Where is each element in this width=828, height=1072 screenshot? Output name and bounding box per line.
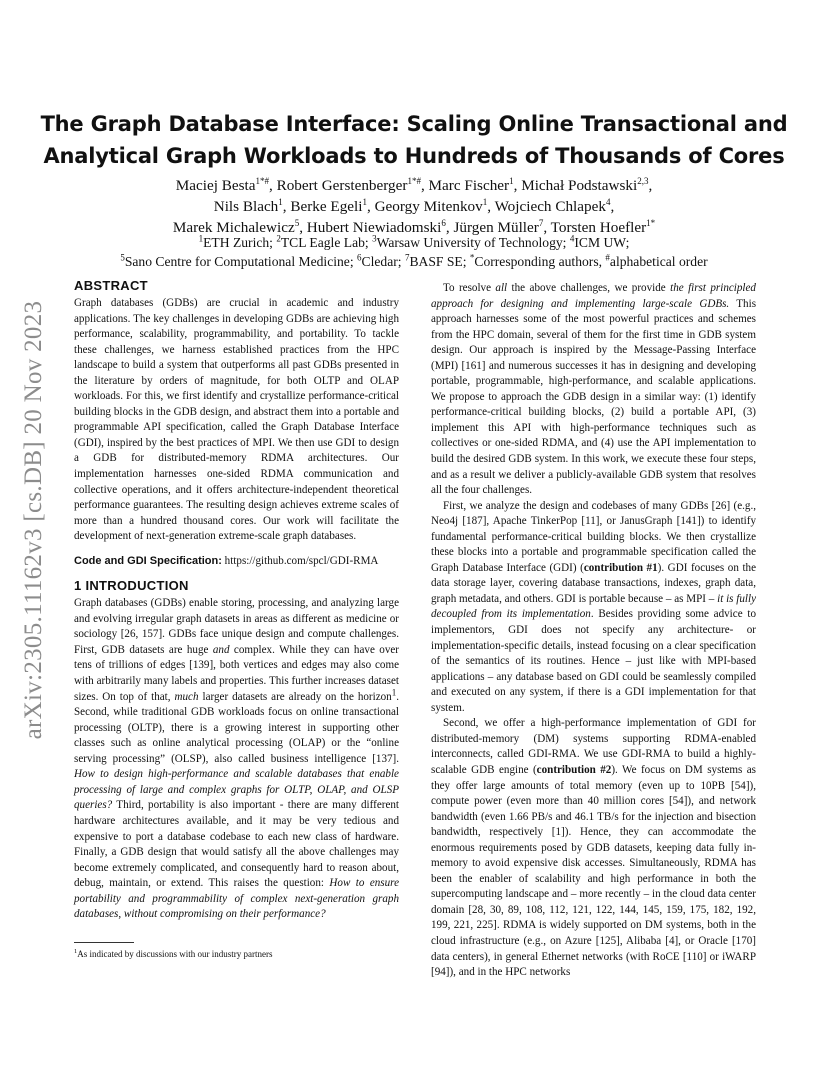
arxiv-identifier: arXiv:2305.11162v3 [cs.DB] 20 Nov 2023 [20,300,47,740]
paragraph: Second, we offer a high-performance implementation of GDI for distributed-memory (DM) systems supporting RDMA-enabled interconnects, called GDI-RMA. We use GDI-RMA to build a highly-scalable GDB engine (contribution #2). We focus on DM systems as they offer large amounts of total memory (even up to 10PB [54]), compute power (even more than 40 million cores [54]), and network bandwidth (even 1.66 PB/s and 46.1 TB/s for the injection and bisection bandwidth, respectively [1]). Hence, they can accommodate the enormous requirements posed by GDB datasets, keeping data fully in-memory to avoid expensive disk accesses. Simultaneously, RDMA has been the enabler of scalability and high performance in both the supercomputing landscape and – more recently – in the cloud data center domain [28, 30, 89, 108, 112, 121, 122, 144, 145, 159, 175, 182, 192, 199, 221, 225]. RDMA is widely supported on DM systems, both in the cloud infrastructure (e.g., on Azure [125], Alibaba [4], or Oracle [170] data centers), in general Ethernet networks (with RoCE [110] or iWARP [94]), and in the HPC networks [431,717,756,979]
author: Jürgen Müller$^7$ [453,217,544,236]
right-column [431,281,756,981]
code-spec-url[interactable]: https://github.com/spcl/GDI-RMA [221,554,379,567]
author: Torsten Hoefler$^{1*}$ [550,217,656,236]
paper-title: The Graph Database Interface: Scaling Online Transactional and Analytical Graph Workloads to Hundreds of Thousands of Cores [40,112,788,168]
paragraph: To resolve all the above challenges, we provide the first principled approach for designing and implementing large-scale GDBs. This approach harnesses some of the most powerful practices and schemes from the HPC domain, several of them for the first time in GDB system design. Our approach is inspired by the Message-Passing Interface (MPI) [161] and numerous successes it has in designing and developing portable, programmable, high-performance, and scalable applications. We propose to approach the GDB design in a similar way: (1) identify performance-critical building blocks, (2) build a portable API, (3) implement this API with high-performance techniques such as collectives or one-sided RDMA, and (4) use the API implementation to build the desired GDB system. In this work, we execute these four steps, and as a result we deliver a publicly-available GDB system that resolves all the four challenges. [431,282,757,497]
author-list: Maciej Besta$^{1*\#}$, Robert Gerstenberger$^{1*\#}$, Marc Fischer$^1$, Michał Podstawski$^{2,3}$, Nils Blach$^1$, Berke Egeli$^1$, Georgy Mitenkov$^1$, Wojciech Chlapek$^4$, Marek Michalewicz$^5$, Hubert Niewiadomski$^6$, Jürgen Müller$^7$, Torsten Hoefler$^{1*}$ [172,175,656,236]
code-spec-label: Code and GDI Specification: [74,554,222,567]
author: Marc Fischer$^1$ [428,175,514,194]
intro-paragraph: Graph databases (GDBs) enable storing, processing, and analyzing large and evolving irregular graph datasets in areas as different as medicine or sociology [26, 157]. GDBs face unique design and compute challenges. First, GDB datasets are huge and complex. While they can have over tens of trillions of edges [139], both vertices and edges may also come with arbitrarily many labels and properties. This further increases dataset sizes. On top of that, much larger datasets are already on the horizon$^1$. Second, while traditional GDB workloads focus on online transactional processing (OLTP), there is a growing interest in supporting other classes such as online analytical processing (OLAP) or the “online serving processing” (OLSP), also called business intelligence [137]. How to design high-performance and scalable databases that enable processing of large and complex graphs for OLTP, OLAP, and OLSP queries? Third, portability is also important - there are many different hardware architectures available, and it may be very tedious and expensive to port a database codebase to each new class of hardware. Finally, a GDB design that would satisfy all the above challenges may become extremely complicated, and consequently hard to reason about, debug, maintain, or extend. This raises the question: How to ensure portability and programmability of complex next-generation graph databases, without compromising on their performance? [74,597,399,921]
affiliations: $^1$ETH Zurich; $^2$TCL Eagle Lab; $^3$Warsaw University of Technology; $^4$ICM UW; $^5$Sano Centre for Computational Medicine; $^6$Cledar; $^7$BASF SE; *Corresponding authors, #alphabetical order [120,233,708,269]
paragraph: First, we analyze the design and codebases of many GDBs [26] (e.g., Neo4j [187], Apache TinkerPop [11], or JanusGraph [141]) to identify fundamental performance-critical building blocks. We then crystallize these blocks into a portable and programmable specification called the Graph Database Interface (GDI) (contribution #1). GDI focuses on the data storage layer, covering database transactions, indexes, graph data, graph metadata, and others. GDI is portable because – as MPI – it is fully decoupled from its implementation. Besides providing some advice to implementors, GDI does not specify any architecture- or implementation-specific details, instead focusing on a clear specification of the semantics of its routines. Hence – just like with MPI-based applications – any database based on GDI could be seamlessly compiled and executed on any system, if there is a GDI implementation for that system. [431,499,757,714]
footnote: $^1$As indicated by discussions with our industry partners [74,948,273,959]
author: Robert Gerstenberger$^{1*\#}$ [276,175,421,194]
author: Wojciech Chlapek$^4$ [494,196,611,215]
code-spec-line [74,554,399,570]
abstract-text: Graph databases (GDBs) are crucial in academic and industry applications. The key challenges in developing GDBs are achieving high performance, scalability, programmability, and portability. To tackle these challenges, we harness established practices from the HPC landscape to build a system that outperforms all past GDBs presented in the literature by orders of magnitude, for both OLTP and OLAP workloads. For this, we first identify and crystallize performance-critical building blocks in the GDB design, and abstract them into a portable and programmable API specification, called the Graph Database Interface (GDI), inspired by the best practices of MPI. We then use GDI to design a GDB for distributed-memory RDMA architectures. Our implementation harnesses one-sided RDMA communication and collective operations, and it offers architecture-independent theoretical performance guarantees. The resulting design achieves extreme scales of more than a hundred thousand cores. Our work will facilitate the development of next-generation extreme-scale graph databases. [74,297,399,543]
abstract-heading: ABSTRACT [74,278,148,293]
footnote-marker: 1 [391,686,397,697]
author: Hubert Niewiadomski$^6$ [306,217,446,236]
left-column [74,278,399,923]
author: Berke Egeli$^1$ [290,196,367,215]
author: Nils Blach$^1$ [213,196,283,215]
author: Maciej Besta$^{1*\#}$ [175,175,269,194]
footnote-divider [74,942,134,943]
author: Marek Michalewicz$^5$ [172,217,300,236]
author: Michał Podstawski$^{2,3}$ [521,175,649,194]
intro-heading: 1 INTRODUCTION [74,578,189,594]
author: Georgy Mitenkov$^1$ [374,196,488,215]
arxiv-sidebar [20,280,48,760]
